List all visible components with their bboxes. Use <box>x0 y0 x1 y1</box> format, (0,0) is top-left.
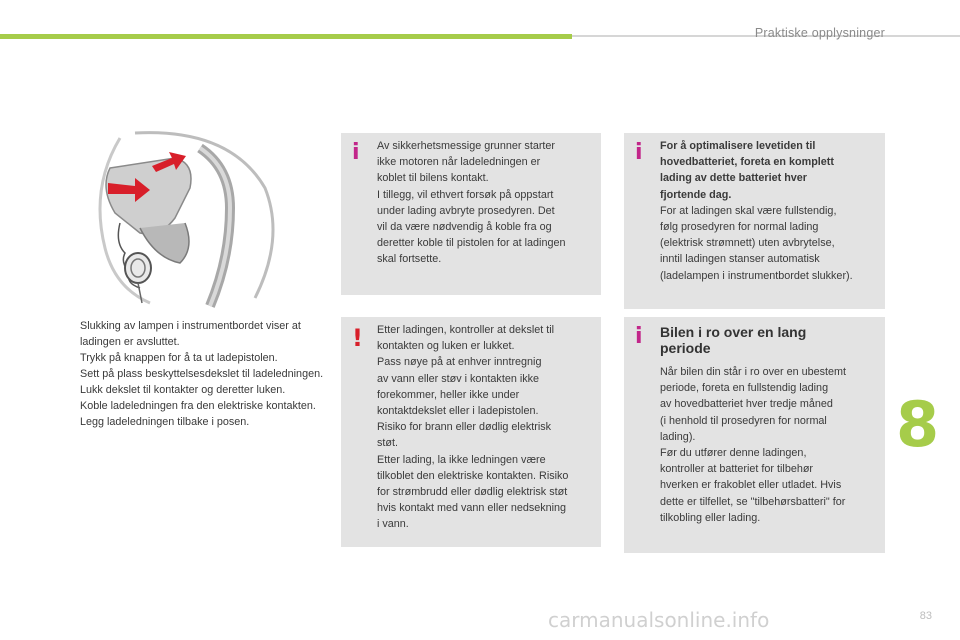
text-line: Når bilen din står i ro over en ubestemt <box>660 366 847 378</box>
warning-icon: ! <box>352 324 363 352</box>
text-line: følg prosedyren for normal lading <box>660 221 819 234</box>
text-line: av hovedbatteriet hver tredje måned <box>660 398 833 411</box>
text-line: kontaktdekslet eller i ladepistolen. <box>377 405 539 418</box>
info-panel-safety <box>341 133 601 295</box>
bold-line: hovedbatteriet, foreta en komplett <box>660 156 834 169</box>
list-item <box>62 318 324 350</box>
text-line: Av sikkerhetsmessige grunner starter <box>377 140 556 152</box>
text-line: i vann. <box>377 518 409 531</box>
heading-line: Bilen i ro over en lang <box>660 324 807 340</box>
text-line: (ladelampen i instrumentbordet slukker). <box>660 269 853 282</box>
info-icon: i <box>635 324 643 349</box>
text-line: Pass nøye på at enhver inntregnig <box>377 356 542 369</box>
info-icon: i <box>635 140 643 165</box>
info-panel-parked <box>624 317 885 553</box>
heading-line: periode <box>660 340 711 356</box>
bold-line: fjortende dag. <box>660 188 732 201</box>
step-text: Sett på plass beskyttelsesdekslet til ladeledningen. <box>80 368 324 380</box>
text-line: (elektrisk strømnett) uten avbrytelse, <box>660 237 835 250</box>
step-text: Legg ladeledningen tilbake i posen. <box>80 416 250 428</box>
info-icon: i <box>352 140 360 165</box>
text-line: Før du utfører denne ladingen, <box>660 447 807 460</box>
watermark: carmanualsonline.info <box>548 608 770 632</box>
charging-plug-illustration <box>80 128 290 308</box>
section-title: Praktiske opplysninger <box>754 26 885 40</box>
text-line: forekommer, heller ikke under <box>377 388 520 401</box>
text-line: tilkoblet den elektriske kontakten. Risiko <box>377 469 569 482</box>
step-text: Koble ladeledningen fra den elektriske kontakten. <box>80 400 316 412</box>
warning-panel-text <box>377 322 591 533</box>
text-line: for strømbrudd eller dødlig elektrisk støt <box>377 486 568 499</box>
text-line: under lading avbryte prosedyren. Det <box>377 204 555 217</box>
text-line: av vann eller støv i kontakten ikke <box>377 372 540 385</box>
text-line: periode, foreta en fullstendig lading <box>660 382 829 395</box>
text-line: koblet til bilens kontakt. <box>377 172 489 185</box>
text-line: hvis kontakt med vann eller nedsekning <box>377 502 567 515</box>
text-line: kontroller at batteriet for tilbehør <box>660 463 814 476</box>
list-item <box>62 398 324 414</box>
text-line: dette er tilfellet, se "tilbehørsbatteri" for <box>660 495 846 508</box>
text-line: vil da være nødvendig å koble fra og <box>377 221 552 234</box>
text-line: I tillegg, vil ethvert forsøk på oppstart <box>377 188 554 201</box>
page-number: 83 <box>919 610 932 622</box>
header-accent-bar <box>0 34 572 39</box>
step-text: Trykk på knappen for å ta ut ladepistolen. <box>80 352 278 364</box>
list-item <box>62 366 324 382</box>
step-text: Lukk dekslet til kontakter og deretter luken. <box>80 384 286 396</box>
text-line: Risiko for brann eller dødlig elektrisk <box>377 421 552 434</box>
text-line: kontakten og luken er lukket. <box>377 340 515 353</box>
text-line: For at ladingen skal være fullstendig, <box>660 204 837 217</box>
panel-heading <box>660 324 875 356</box>
warning-panel <box>341 317 601 547</box>
text-line: tilkobling eller lading. <box>660 511 761 524</box>
chapter-number: 8 <box>896 388 940 461</box>
info-panel-battery <box>624 133 885 309</box>
text-line: (i henhold til prosedyren for normal <box>660 414 827 427</box>
bold-line: lading av dette batteriet hver <box>660 172 807 185</box>
info-panel-text <box>660 322 875 526</box>
text-line: lading). <box>660 430 696 443</box>
list-item <box>62 350 324 366</box>
list-item <box>62 382 324 398</box>
text-line: skal fortsette. <box>377 253 442 266</box>
text-line: Etter ladingen, kontroller at dekslet til <box>377 324 555 336</box>
text-line: inntil ladingen stanser automatisk <box>660 253 820 266</box>
text-line: hverken er frakoblet eller utladet. Hvis <box>660 479 842 492</box>
list-item <box>62 414 324 430</box>
step-text: Slukking av lampen i instrumentbordet viser at ladingen er avsluttet. <box>80 320 301 348</box>
bold-line: For å optimalisere levetiden til <box>660 140 816 152</box>
text-line: Etter lading, la ikke ledningen være <box>377 453 546 466</box>
info-panel-text <box>377 138 591 268</box>
text-line: deretter koble til pistolen for at ladingen <box>377 237 566 250</box>
info-panel-text <box>660 138 875 284</box>
text-line: støt. <box>377 437 398 450</box>
text-line: ikke motoren når ladeledningen er <box>377 156 541 169</box>
step-list <box>62 318 324 430</box>
